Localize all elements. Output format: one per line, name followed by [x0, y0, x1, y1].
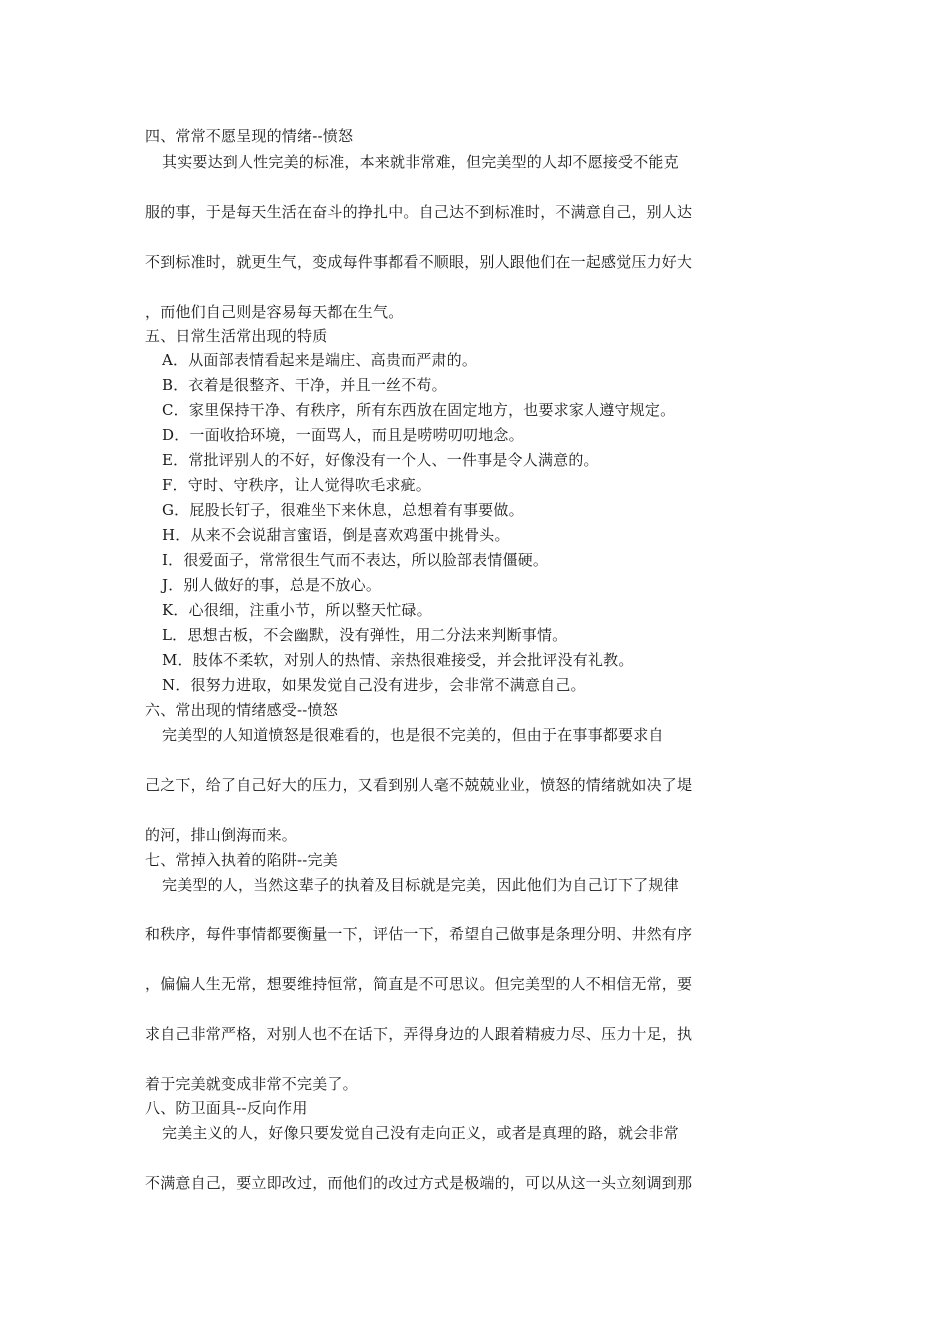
section-4-paragraph-line: 其实要达到人性完美的标准，本来就非常难，但完美型的人却不愿接受不能克: [162, 153, 679, 171]
section-7-paragraph-line: ，偏偏人生无常，想要维持恒常，简直是不可思议。但完美型的人不相信无常，要: [145, 975, 693, 993]
trait-list-item: E．常批评别人的不好，好像没有一个人、一件事是令人满意的。: [162, 451, 599, 469]
section-6-heading: 六、常出现的情绪感受--愤怒: [145, 701, 338, 719]
section-8-heading: 八、防卫面具--反向作用: [145, 1099, 308, 1117]
section-8-paragraph-line: 完美主义的人，好像只要发觉自己没有走向正义，或者是真理的路，就会非常: [162, 1124, 679, 1142]
trait-list-item: N．很努力进取，如果发觉自己没有进步，会非常不满意自己。: [162, 676, 586, 694]
trait-list-item: J．别人做好的事，总是不放心。: [162, 576, 382, 594]
trait-list-item: L．思想古板，不会幽默，没有弹性，用二分法来判断事情。: [162, 626, 568, 644]
trait-list-item: C．家里保持干净、有秩序，所有东西放在固定地方，也要求家人遵守规定。: [162, 401, 676, 419]
section-7-paragraph-line: 着于完美就变成非常不完美了。: [145, 1075, 358, 1093]
trait-list-item: I．很爱面子，常常很生气而不表达，所以脸部表情僵硬。: [162, 551, 549, 569]
section-4-paragraph-line: 服的事，于是每天生活在奋斗的挣扎中。自己达不到标准时，不满意自己，别人达: [145, 203, 693, 221]
trait-list-item: A．从面部表情看起来是端庄、高贵而严肃的。: [162, 351, 478, 369]
section-7-paragraph-line: 和秩序，每件事情都要衡量一下，评估一下，希望自己做事是条理分明、井然有序: [145, 925, 693, 943]
trait-list-item: M．肢体不柔软，对别人的热情、亲热很难接受，并会批评没有礼教。: [162, 651, 634, 669]
section-7-heading: 七、常掉入执着的陷阱--完美: [145, 851, 338, 869]
section-8-paragraph-line: 不满意自己，要立即改过，而他们的改过方式是极端的，可以从这一头立刻调到那: [145, 1174, 693, 1192]
section-7-paragraph-line: 求自己非常严格，对别人也不在话下，弄得身边的人跟着精疲力尽、压力十足，执: [145, 1025, 693, 1043]
section-6-paragraph-line: 己之下，给了自己好大的压力，又看到别人毫不兢兢业业，愤怒的情绪就如决了堤: [145, 776, 693, 794]
trait-list-item: K．心很细，注重小节，所以整天忙碌。: [162, 601, 432, 619]
trait-list-item: B．衣着是很整齐、干净，并且一丝不苟。: [162, 376, 447, 394]
section-5-heading: 五、日常生活常出现的特质: [145, 327, 328, 345]
section-6-paragraph-line: 完美型的人知道愤怒是很难看的，也是很不完美的，但由于在事事都要求自: [162, 726, 664, 744]
section-4-paragraph-line: ，而他们自己则是容易每天都在生气。: [145, 303, 404, 321]
trait-list-item: G．屁股长钉子，很难坐下来休息，总想着有事要做。: [162, 501, 524, 519]
section-4-paragraph-line: 不到标准时，就更生气，变成每件事都看不顺眼，别人跟他们在一起感觉压力好大: [145, 253, 693, 271]
section-4-heading: 四、常常不愿呈现的情绪--愤怒: [145, 127, 354, 145]
trait-list-item: D．一面收拾环境，一面骂人，而且是唠唠叨叨地念。: [162, 426, 524, 444]
trait-list-item: F．守时、守秩序，让人觉得吹毛求疵。: [162, 476, 432, 494]
section-7-paragraph-line: 完美型的人，当然这辈子的执着及目标就是完美，因此他们为自己订下了规律: [162, 876, 679, 894]
trait-list-item: H．从来不会说甜言蜜语，倒是喜欢鸡蛋中挑骨头。: [162, 526, 510, 544]
section-6-paragraph-line: 的河，排山倒海而来。: [145, 826, 298, 844]
